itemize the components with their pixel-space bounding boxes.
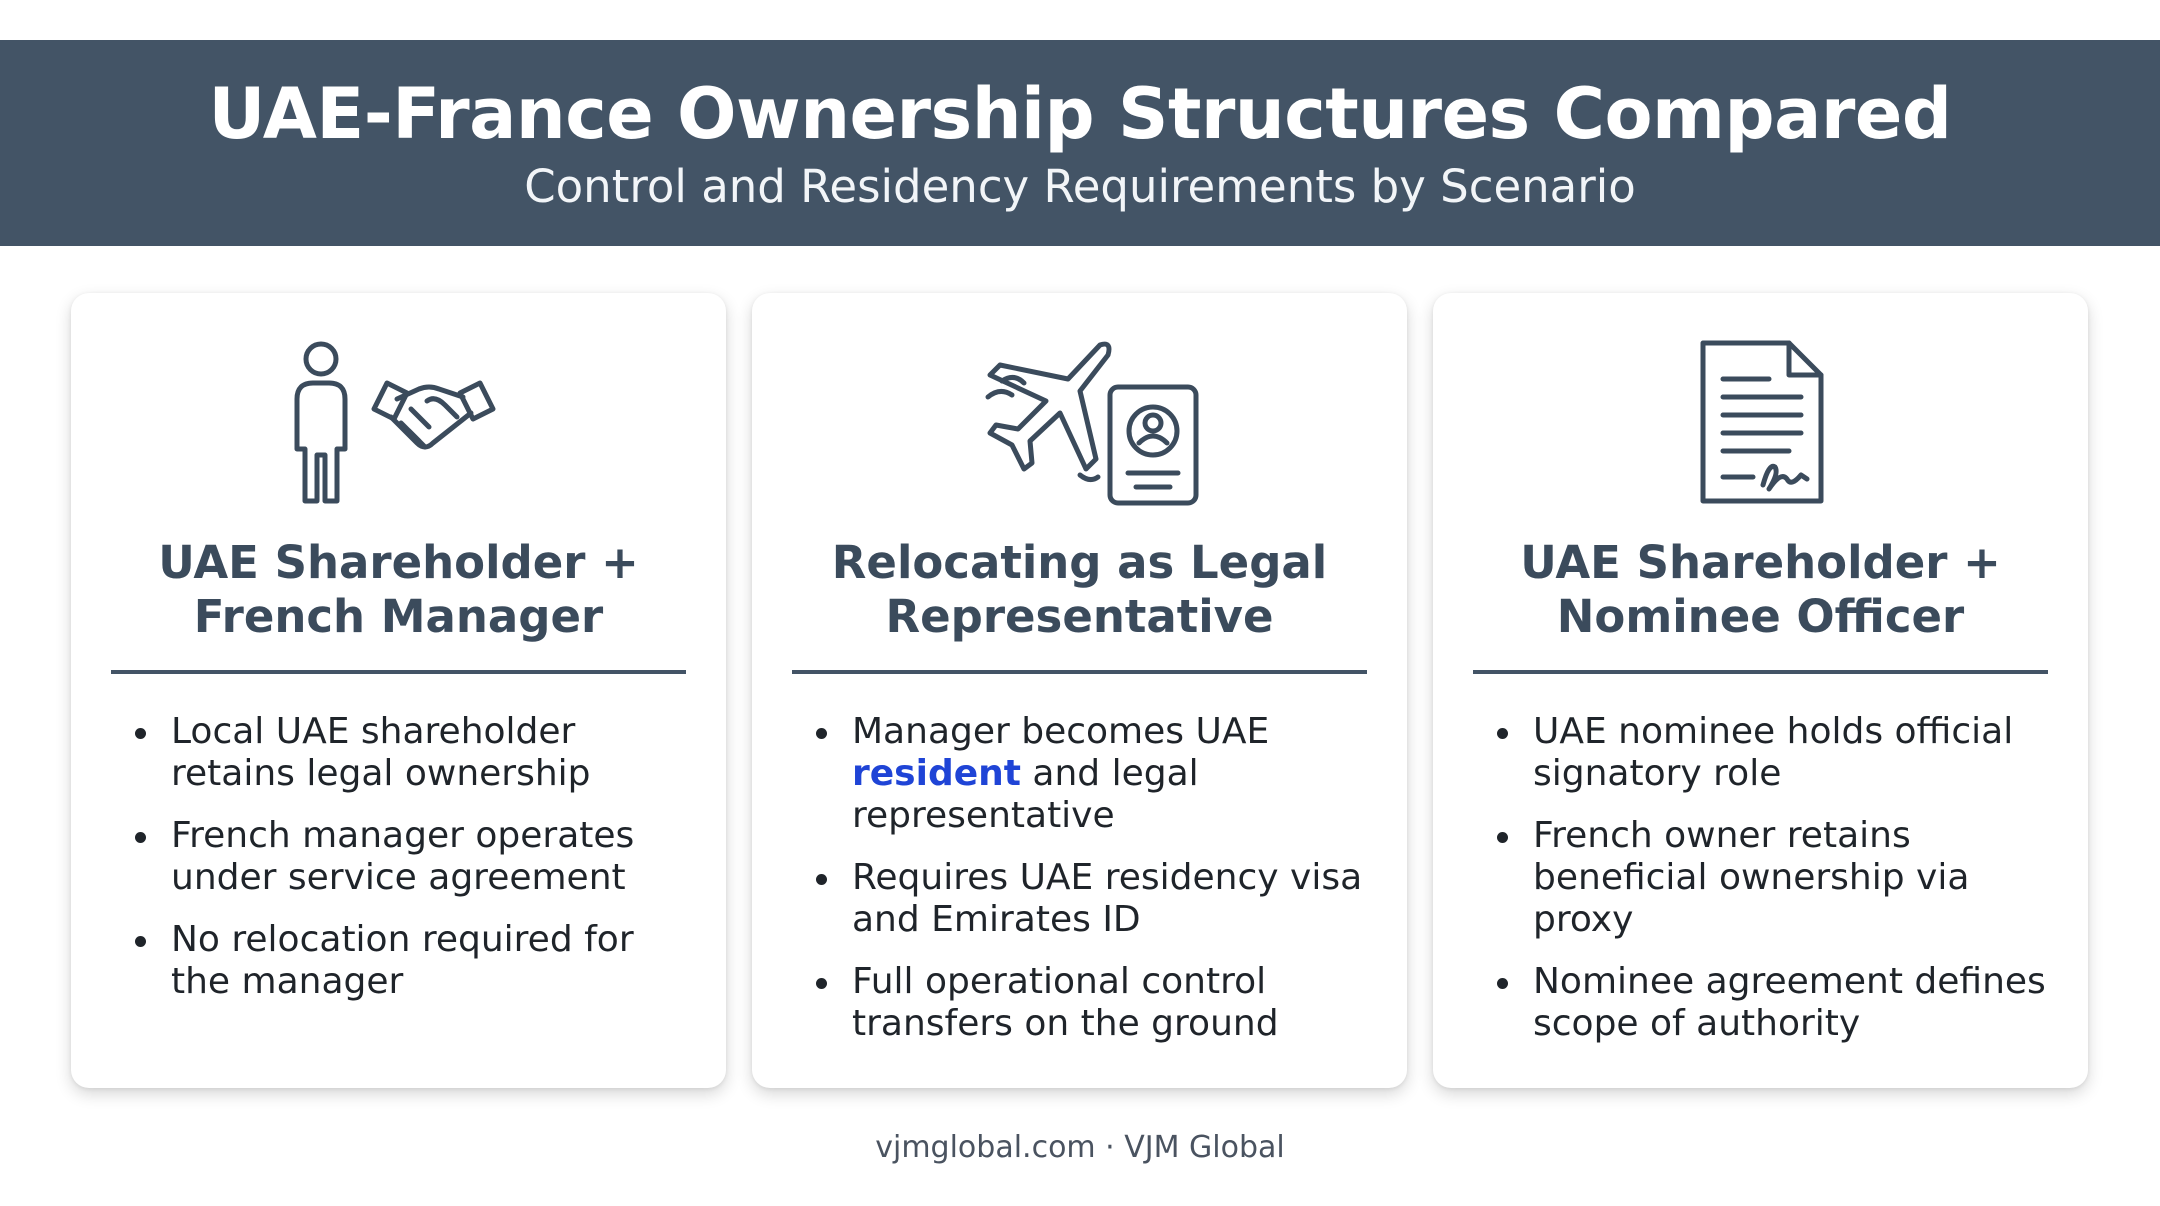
card-title: Relocating as Legal Representative bbox=[831, 536, 1328, 643]
card-bullet-list bbox=[1473, 711, 2060, 1065]
bullet-icon bbox=[135, 832, 146, 843]
page-title: UAE-France Ownership Structures Compared bbox=[208, 73, 1952, 155]
list-item: Local UAE shareholder retains legal ownership bbox=[111, 711, 698, 795]
bullet-icon bbox=[816, 728, 827, 739]
source-credit: vjmglobal.com · VJM Global bbox=[875, 1130, 1285, 1165]
list-item: French manager operates under service agreement bbox=[111, 815, 698, 899]
list-item: Manager becomes UAE resident and legal representative bbox=[792, 711, 1379, 837]
list-item: Requires UAE residency visa and Emirates ID bbox=[792, 857, 1379, 941]
bullet-icon bbox=[135, 936, 146, 947]
airplane-passport-icon bbox=[752, 339, 1407, 509]
card-divider bbox=[1473, 670, 2048, 674]
list-item: Nominee agreement defines scope of authority bbox=[1473, 961, 2060, 1045]
signed-document-icon bbox=[1433, 339, 2088, 509]
scenario-card-relocating-legal-representative bbox=[752, 293, 1407, 1088]
header-banner bbox=[0, 40, 2160, 246]
list-item: Full operational control transfers on the ground bbox=[792, 961, 1379, 1045]
bullet-icon bbox=[1497, 978, 1508, 989]
bullet-icon bbox=[1497, 832, 1508, 843]
scenario-card-uae-shareholder-french-manager bbox=[71, 293, 726, 1088]
bullet-icon bbox=[816, 874, 827, 885]
bullet-icon bbox=[135, 728, 146, 739]
highlighted-term: resident bbox=[852, 753, 1021, 794]
list-item: No relocation required for the manager bbox=[111, 919, 698, 1003]
card-title: UAE Shareholder + Nominee Officer bbox=[1520, 536, 2001, 643]
card-bullet-list bbox=[111, 711, 698, 1023]
list-item: UAE nominee holds official signatory role bbox=[1473, 711, 2060, 795]
bullet-icon bbox=[816, 978, 827, 989]
page-subtitle: Control and Residency Requirements by Scenario bbox=[524, 160, 1636, 213]
card-divider bbox=[792, 670, 1367, 674]
list-item: French owner retains beneficial ownership via proxy bbox=[1473, 815, 2060, 941]
person-handshake-icon bbox=[71, 339, 726, 509]
bullet-icon bbox=[1497, 728, 1508, 739]
scenario-card-uae-shareholder-nominee-officer bbox=[1433, 293, 2088, 1088]
card-title: UAE Shareholder + French Manager bbox=[158, 536, 639, 643]
card-divider bbox=[111, 670, 686, 674]
card-bullet-list bbox=[792, 711, 1379, 1065]
